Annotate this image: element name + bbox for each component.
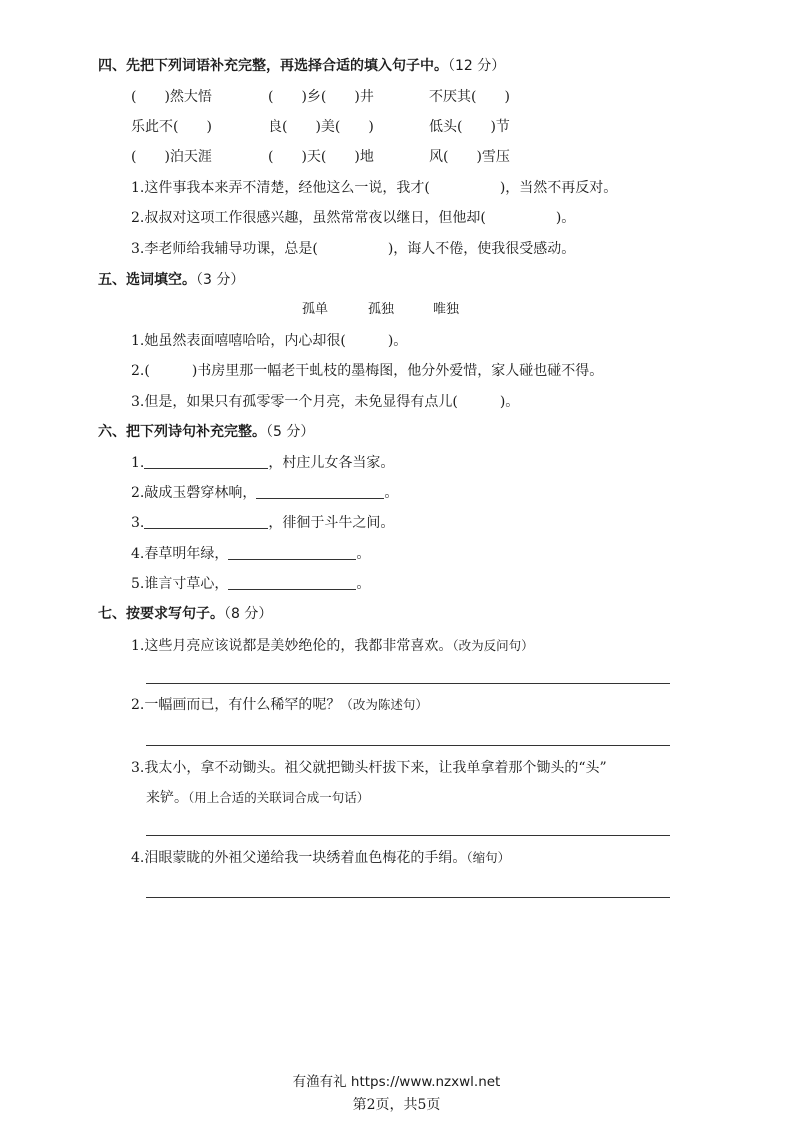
- poem-text: 。: [384, 485, 399, 501]
- section-5-score: （3 分）: [196, 272, 245, 288]
- question-sentence: 4.泪眼蒙眬的外祖父递给我一块绣着血色梅花的手绢。: [131, 850, 467, 866]
- poem-text: 。: [356, 546, 371, 562]
- question-instruction: （用上合适的关联词合成一句话）: [188, 790, 370, 805]
- line-number: 1.: [131, 455, 145, 471]
- answer-blank[interactable]: [228, 545, 356, 560]
- question-instruction: （改为反问句）: [452, 638, 534, 653]
- question-instruction: （改为陈述句）: [340, 697, 428, 712]
- answer-blank[interactable]: [256, 484, 384, 499]
- word-blank: ( )然大悟: [131, 89, 212, 105]
- question-text: 2.( )书房里那一幅老干虬枝的墨梅图，他分外爱惜，家人碰也碰不得。: [131, 363, 604, 379]
- question-sentence: 1.这些月亮应该说都是美妙绝伦的，我都非常喜欢。: [131, 638, 453, 654]
- answer-blank[interactable]: [228, 575, 356, 590]
- question-text: 2.叔叔对这项工作很感兴趣，虽然常常夜以继日，但他却( )。: [131, 210, 576, 226]
- question-text: [131, 695, 428, 715]
- section-7-score: （8 分）: [224, 606, 273, 622]
- poem-line: [131, 453, 394, 473]
- section-6-heading: [98, 422, 314, 442]
- poem-line: [131, 483, 398, 503]
- question-text: 3.但是，如果只有孤零零一个月亮，未免显得有点儿( )。: [131, 394, 520, 410]
- word-blank: 低头( )节: [429, 119, 510, 135]
- section-4-title: 四、先把下列词语补充完整，再选择合适的填入句子中。: [98, 58, 448, 74]
- line-number: 3.: [131, 515, 145, 531]
- section-7-title: 七、按要求写句子。: [98, 606, 224, 622]
- poem-text: 2.敲成玉磬穿林响，: [131, 485, 257, 501]
- word-choice: 孤独: [368, 302, 395, 317]
- question-text: 1.这件事我本来弄不清楚，经他这么一说，我才( )，当然不再反对。: [131, 180, 618, 196]
- section-5-title: 五、选词填空。: [98, 272, 196, 288]
- word-blank: ( )天( )地: [268, 149, 374, 165]
- word-blank: 乐此不( ): [131, 119, 212, 135]
- question-text: [131, 636, 534, 656]
- poem-text: ，村庄儿女各当家。: [268, 455, 395, 471]
- answer-line[interactable]: [146, 745, 670, 746]
- question-text: 3.我太小，拿不动锄头。祖父就把锄头杆拔下来，让我单拿着那个锄头的“头”: [131, 760, 607, 776]
- poem-text: 5.谁言寸草心，: [131, 576, 229, 592]
- question-sentence: 来铲。: [146, 790, 188, 806]
- section-6-title: 六、把下列诗句补充完整。: [98, 424, 266, 440]
- word-blank: 不厌其( ): [429, 89, 510, 105]
- word-blank: ( )乡( )井: [268, 89, 374, 105]
- word-blank: ( )泊天涯: [131, 149, 212, 165]
- poem-line: [131, 574, 370, 594]
- word-blank: 良( )美( ): [268, 119, 374, 135]
- answer-line[interactable]: [146, 683, 670, 684]
- poem-text: ，徘徊于斗牛之间。: [268, 515, 395, 531]
- question-instruction: （缩句）: [466, 850, 511, 865]
- section-5-heading: [98, 270, 244, 290]
- footer-site: 有渔有礼 https://www.nzxwl.net: [292, 1074, 501, 1090]
- question-text: 1.她虽然表面嘻嘻哈哈，内心却很( )。: [131, 333, 408, 349]
- page-number: 第2页，共5页: [352, 1097, 441, 1113]
- section-6-score: （5 分）: [266, 424, 315, 440]
- poem-line: [131, 513, 394, 533]
- section-7-heading: [98, 604, 272, 624]
- question-text: 3.李老师给我辅导功课，总是( )，诲人不倦，使我很受感动。: [131, 241, 576, 257]
- word-blank: 风( )雪压: [429, 149, 510, 165]
- answer-blank[interactable]: [144, 514, 268, 529]
- answer-line[interactable]: [146, 835, 670, 836]
- answer-blank[interactable]: [144, 454, 268, 469]
- poem-text: 4.春草明年绿，: [131, 546, 229, 562]
- word-choice: 孤单: [302, 302, 329, 317]
- question-text: [131, 848, 510, 868]
- section-4-heading: [98, 56, 505, 76]
- word-choice: 唯独: [433, 302, 460, 317]
- poem-line: [131, 544, 370, 564]
- question-sentence: 2.一幅画而已，有什么稀罕的呢？: [131, 697, 341, 713]
- poem-text: 。: [356, 576, 371, 592]
- question-text: [146, 788, 369, 808]
- answer-line[interactable]: [146, 897, 670, 898]
- section-4-score: （12 分）: [448, 58, 506, 74]
